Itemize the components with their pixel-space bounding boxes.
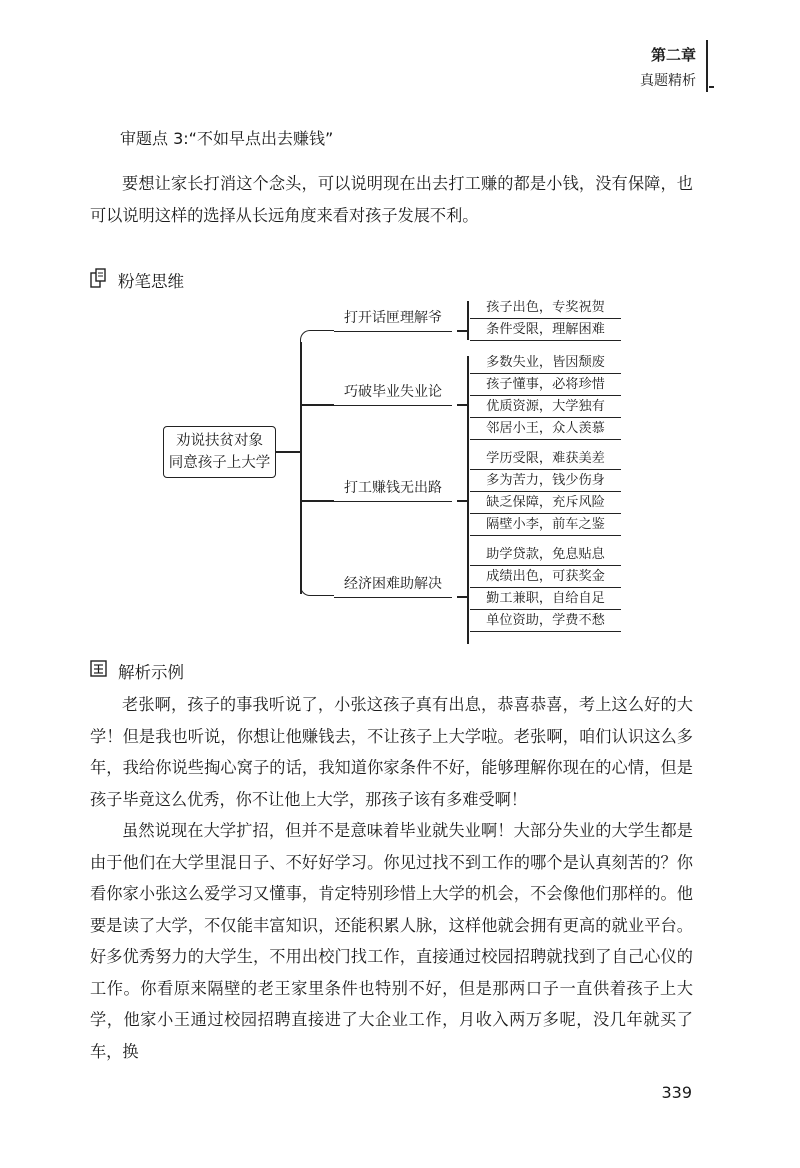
mindmap-spine <box>300 342 302 594</box>
mindmap-leaf: 条件受限，理解困难 <box>470 319 621 341</box>
mindmap-leaf: 学历受限，难获美差 <box>470 448 621 470</box>
mindmap-leaf: 勤工兼职，自给自足 <box>470 588 621 610</box>
mindmap-root-connector <box>276 451 300 453</box>
mindmap-branch: 经济困难助解决 <box>334 571 452 598</box>
mindmap-leaf: 孩子出色，专奖祝贺 <box>470 297 621 319</box>
mindmap-spine-top-curve <box>300 330 334 342</box>
mindmap-leaf: 成绩出色，可获奖金 <box>470 566 621 588</box>
mindmap-spine-arm-3 <box>300 500 334 502</box>
mindmap-spine-bottom-curve <box>300 584 334 596</box>
page-number: 339 <box>661 1083 692 1102</box>
header-divider <box>706 40 708 92</box>
mindmap-branch: 打开话匣理解爷 <box>334 305 452 332</box>
mindmap-leaf: 单位资助，学费不愁 <box>470 610 621 632</box>
mindmap-branch: 打工赚钱无出路 <box>334 475 452 502</box>
mindmap-leaf: 多为苦力，钱少伤身 <box>470 470 621 492</box>
mindmap-spine-arm-2 <box>300 404 334 406</box>
analysis-paragraph: 老张啊，孩子的事我听说了，小张这孩子真有出息，恭喜恭喜，考上这么好的大学！但是我也听说，你想让他赚钱去，不让孩子上大学啦。老张啊，咱们认识这么多年，我给你说些掏心窝子的话，我知道你家条件不好，能够理解你现在的心情，但是孩子毕竟这么优秀，你不让他上大学，那孩子该有多难受啊！ <box>90 695 693 809</box>
analysis-paragraph: 虽然说现在大学扩招，但并不是意味着毕业就失业啊！大部分失业的大学生都是由于他们在大学里混日子、不好好学习。你见过找不到工作的哪个是认真刻苦的？你看你家小张这么爱学习又懂事，肯定特别珍惜上大学的机会，不会像他们那样的。他要是读了大学，不仅能丰富知识，还能积累人脉，这样他就会拥有更高的就业平台。好多优秀努力的大学生，不用出校门找工作，直接通过校园招聘就找到了自己心仪的工作。你看原来隔壁的老王家里条件也特别不好，但是那两口子一直供着孩子上大学，他家小王通过校园招聘直接进了大企业工作，月收入两万多呢，没几年就买了车，换 <box>90 821 693 1061</box>
analysis-icon <box>90 660 107 677</box>
chapter-subtitle: 真题精析 <box>640 73 696 89</box>
mindmap-leaf: 优质资源，大学独有 <box>470 396 621 418</box>
mindmap-root-line1: 劝说扶贫对象 <box>176 433 263 449</box>
mindmap-leaf: 孩子懂事，必将珍惜 <box>470 374 621 396</box>
mindmap-leaf-bracket <box>467 452 469 548</box>
mindmap-section-title: 粉笔思维 <box>118 272 184 291</box>
mindmap-root <box>163 426 276 478</box>
review-point-text: 要想让家长打消这个念头，可以说明现在出去打工赚的都是小钱，没有保障，也可以说明这样的选择从长远角度来看对孩子发展不利。 <box>90 174 693 225</box>
mindmap-leaf: 隔壁小李，前车之鉴 <box>470 514 621 536</box>
mindmap-leaf-bracket <box>467 356 469 452</box>
review-point-title: 审题点 3:“不如早点出去赚钱” <box>120 129 334 148</box>
chapter-heading: 第二章 <box>650 46 696 64</box>
mindmap-branch-connector <box>457 500 467 502</box>
header-divider-tick <box>709 86 714 88</box>
mindmap-branch-connector <box>457 596 467 598</box>
mindmap-branch-connector <box>457 404 467 406</box>
mindmap-leaf: 多数失业，皆因颓废 <box>470 352 621 374</box>
mindmap-icon <box>90 268 106 288</box>
mindmap-branch-connector <box>457 330 467 332</box>
mindmap-leaf: 缺乏保障，充斥风险 <box>470 492 621 514</box>
mindmap-leaf-bracket <box>467 301 469 340</box>
mindmap-leaf-bracket <box>467 548 469 644</box>
mindmap-leaf: 助学贷款，免息贴息 <box>470 544 621 566</box>
analysis-section-title: 解析示例 <box>118 663 184 682</box>
mindmap-branch: 巧破毕业失业论 <box>334 379 452 406</box>
mindmap-leaf: 邻居小王，众人羡慕 <box>470 418 621 440</box>
mindmap-root-line2: 同意孩子上大学 <box>168 455 271 471</box>
